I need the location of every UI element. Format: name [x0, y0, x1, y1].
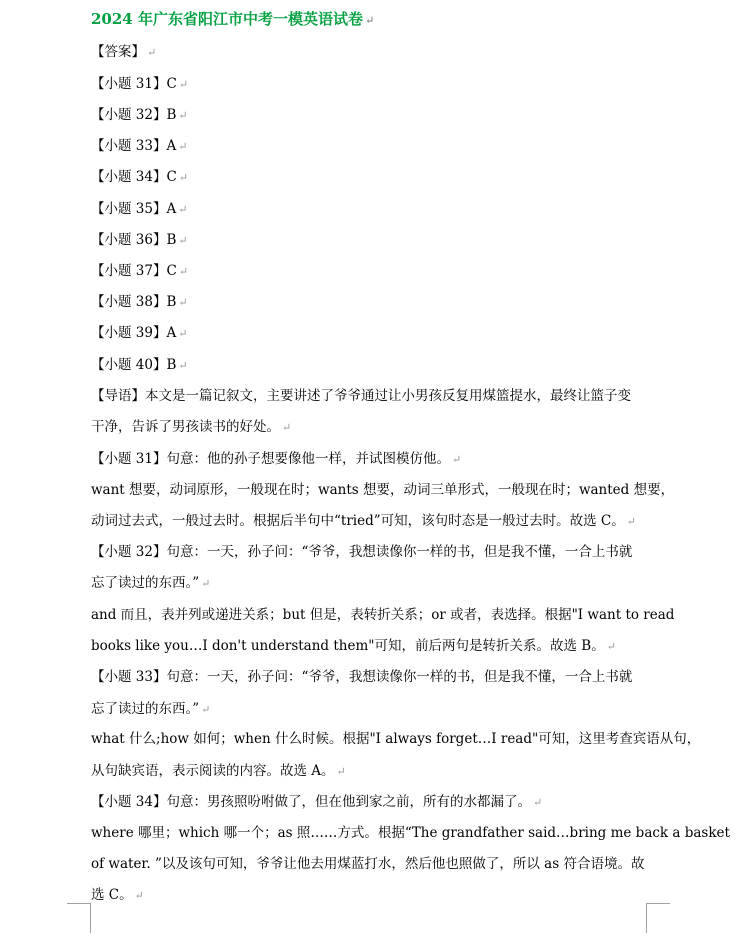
text-line — [91, 261, 651, 282]
text-line-content: 【小题 36】B — [91, 232, 177, 248]
paragraph-mark-icon: ↵ — [178, 171, 189, 184]
text-line-content: want 想要，动词原形，一般现在时；wants 想要，动词三单形式，一般现在时；wanted 想要， — [91, 482, 675, 498]
text-line-content: of water. ”以及该句可知，爷爷让他去用煤蓝打水，然后他也照做了，所以 as 符合语境。故 — [91, 856, 645, 872]
text-line — [91, 136, 651, 157]
text-line — [91, 605, 675, 625]
text-line-content: 从句缺宾语，表示阅读的内容。故选 A。 — [91, 763, 335, 779]
paragraph-mark-icon: ↵ — [178, 109, 188, 122]
paragraph-mark-icon: ↵ — [147, 46, 157, 59]
document-title: 2024 年广东省阳江市中考一模英语试卷 ↵ — [91, 10, 375, 28]
paragraph-mark-icon: ↵ — [178, 265, 189, 278]
crop-mark-right-v — [646, 903, 647, 933]
text-line — [91, 292, 651, 313]
text-line-content: 【导语】本文是一篇记叙文，主要讲述了爷爷通过让小男孩反复用煤篮提水，最终让篮子变 — [91, 388, 631, 404]
text-line-content: books like you…I don't understand them"可知，前后两句是转折关系。故选 B。 — [91, 638, 605, 654]
text-line-content: where 哪里；which 哪一个；as 照……方式。根据“The grandfather said…bring me back a basket — [91, 825, 730, 841]
text-line-content: 【小题 40】B — [91, 357, 177, 373]
text-line — [91, 417, 651, 438]
paragraph-mark-icon: ↵ — [134, 889, 144, 902]
text-line — [91, 573, 651, 594]
text-line — [91, 167, 651, 188]
paragraph-mark-icon: ↵ — [364, 14, 375, 27]
paragraph-mark-icon: ↵ — [201, 703, 211, 716]
text-line — [91, 885, 651, 906]
text-line — [91, 823, 730, 843]
text-line — [91, 792, 651, 813]
text-line — [91, 42, 651, 63]
text-line — [91, 729, 701, 749]
paragraph-mark-icon: ↵ — [178, 359, 188, 372]
text-line — [91, 74, 651, 95]
paragraph-mark-icon: ↵ — [451, 453, 462, 466]
text-line — [91, 449, 651, 470]
paragraph-mark-icon: ↵ — [606, 640, 616, 653]
crop-mark-left-v — [90, 903, 91, 933]
text-line — [91, 480, 675, 500]
text-line-content: 忘了读过的东西。” — [91, 575, 200, 591]
text-line-content: 【答案】 — [91, 44, 145, 60]
text-line — [91, 323, 651, 344]
paragraph-mark-icon: ↵ — [178, 140, 188, 153]
text-line-content: what 什么;how 如何；when 什么时候。根据"I always forget…I read"可知，这里考查宾语从句， — [91, 731, 701, 747]
paragraph-mark-icon: ↵ — [178, 234, 188, 247]
paragraph-mark-icon: ↵ — [178, 296, 188, 309]
text-line — [91, 636, 651, 657]
text-line-content: 忘了读过的东西。” — [91, 701, 200, 717]
text-line — [91, 386, 651, 406]
paragraph-mark-icon: ↵ — [336, 765, 346, 778]
text-line-content: 【小题 39】A — [91, 325, 177, 341]
text-line — [91, 230, 651, 251]
text-line-content: and 而且，表并列或递进关系；but 但是，表转折关系；or 或者，表选择。根据"I want to read — [91, 607, 675, 623]
text-line-content: 【小题 33】句意：一天，孙子问：“爷爷，我想读像你一样的书，但是我不懂，一合上书就 — [91, 669, 633, 685]
text-line — [91, 699, 651, 720]
text-line — [91, 105, 651, 126]
text-line-content: 【小题 32】B — [91, 107, 177, 123]
text-line — [91, 542, 651, 562]
text-line-content: 【小题 37】C — [91, 263, 177, 279]
text-line — [91, 854, 651, 874]
paragraph-mark-icon: ↵ — [532, 796, 543, 809]
text-line-content: 选 C。 — [91, 887, 133, 903]
text-line-content: 【小题 38】B — [91, 294, 177, 310]
paragraph-mark-icon: ↵ — [201, 577, 211, 590]
crop-mark-right-h — [646, 903, 670, 904]
paragraph-mark-icon: ↵ — [626, 515, 636, 528]
paragraph-mark-icon: ↵ — [178, 78, 189, 91]
text-line-content: 【小题 33】A — [91, 138, 177, 154]
paragraph-mark-icon: ↵ — [178, 327, 188, 340]
text-line-content: 【小题 31】句意：他的孙子想要像他一样，并试图模仿他。 — [91, 451, 450, 467]
text-line-content: 干净，告诉了男孩读书的好处。 — [91, 419, 280, 435]
text-line-content: 【小题 31】C — [91, 76, 177, 92]
text-line — [91, 667, 651, 687]
paragraph-mark-icon: ↵ — [178, 203, 188, 216]
text-line — [91, 355, 651, 376]
text-line — [91, 199, 651, 220]
paragraph-mark-icon: ↵ — [282, 421, 292, 434]
text-line-content: 【小题 32】句意：一天，孙子问：“爷爷，我想读像你一样的书，但是我不懂，一合上书就 — [91, 544, 633, 560]
text-line — [91, 511, 651, 532]
text-line-content: 【小题 35】A — [91, 201, 177, 217]
text-line — [91, 761, 651, 782]
text-line-content: 【小题 34】C — [91, 169, 177, 185]
text-line-content: 【小题 34】句意：男孩照吩咐做了，但在他到家之前，所有的水都漏了。 — [91, 794, 531, 810]
text-line-content: 动词过去式，一般过去时。根据后半句中“tried”可知，该句时态是一般过去时。故选 C。 — [91, 513, 625, 529]
crop-mark-left-h — [67, 903, 91, 904]
